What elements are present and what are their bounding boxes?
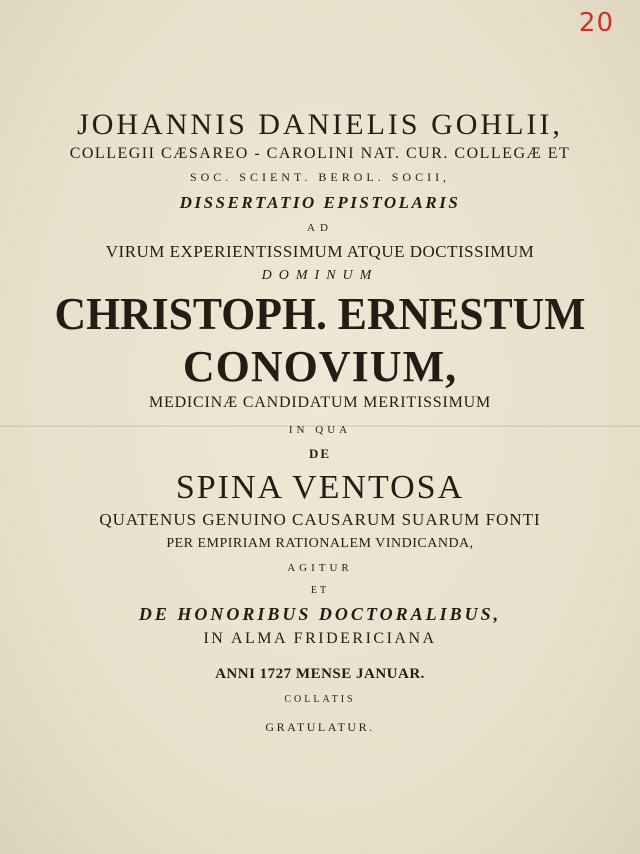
addressee-title: MEDICINÆ CANDIDATUM MERITISSIMUM xyxy=(148,394,492,411)
agitur-word: AGITUR xyxy=(287,562,353,574)
addressee-intro: VIRUM EXPERIENTISSIMUM ATQUE DOCTISSIMUM xyxy=(105,242,535,261)
university-line: IN ALMA FRIDERICIANA xyxy=(203,630,437,647)
addressee-name-1: CHRISTOPH. ERNESTUM xyxy=(54,288,586,339)
author-affiliation-2: SOC. SCIENT. BEROL. SOCII, xyxy=(189,170,451,184)
collatis-word: COLLATIS xyxy=(284,694,356,705)
page-number: 20 xyxy=(578,8,614,38)
dominum-word: DOMINUM xyxy=(261,268,379,283)
date-line: ANNI 1727 MENSE JANUAR. xyxy=(215,666,425,682)
subject-detail-2: PER EMPIRIAM RATIONALEM VINDICANDA, xyxy=(166,536,474,551)
in-qua: IN QUA xyxy=(288,424,352,436)
author-name: JOHANNIS DANIELIS GOHLII, xyxy=(77,108,563,141)
ad-word: AD xyxy=(307,222,333,234)
et-word: ET xyxy=(310,585,330,596)
honors-line: DE HONORIBUS DOCTORALIBUS, xyxy=(138,604,502,624)
gratulatur-word: GRATULATUR. xyxy=(265,720,375,734)
author-affiliation-1: COLLEGII CÆSAREO - CAROLINI NAT. CUR. COLLEGÆ ET xyxy=(69,145,571,162)
work-type: DISSERTATIO EPISTOLARIS xyxy=(179,193,461,212)
subject-detail-1: QUATENUS GENUINO CAUSARUM SUARUM FONTI xyxy=(99,510,541,529)
addressee-name-2: CONOVIUM, xyxy=(182,342,458,391)
subject-title: SPINA VENTOSA xyxy=(175,469,465,506)
de-word: DE xyxy=(308,446,332,461)
